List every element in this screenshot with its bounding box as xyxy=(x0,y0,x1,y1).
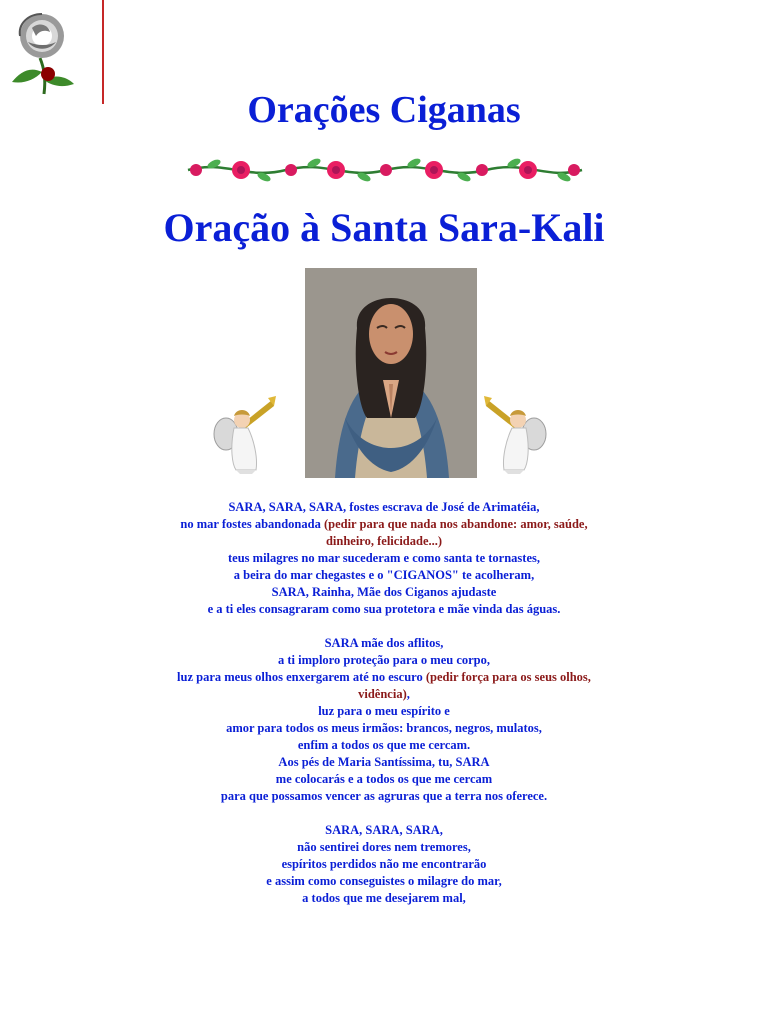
prayer-text-fragment: luz para meus olhos enxergarem até no escuro xyxy=(177,670,426,684)
prayer-text xyxy=(90,499,678,907)
prayer-line: teus milagres no mar sucederam e como santa te tornastes, xyxy=(228,551,540,565)
saint-sara-portrait xyxy=(305,268,477,478)
prayer-line: SARA, SARA, SARA, xyxy=(325,823,443,837)
prayer-text-fragment: , xyxy=(406,687,410,701)
stanza-1 xyxy=(90,499,678,618)
prayer-line: SARA, SARA, SARA, fostes escrava de José de Arimatéia, xyxy=(228,500,540,514)
prayer-request: vidência) xyxy=(358,687,407,701)
stanza-3 xyxy=(90,822,678,907)
prayer-line: para que possamos vencer as agruras que a terra nos oferece. xyxy=(220,789,548,803)
angel-trumpet-icon xyxy=(484,394,548,474)
prayer-line xyxy=(90,686,678,703)
angel-trumpet-icon xyxy=(212,394,276,474)
prayer-line: Aos pés de Maria Santíssima, tu, SARA xyxy=(278,755,490,769)
prayer-line: e assim como conseguistes o milagre do mar, xyxy=(266,874,502,888)
prayer-request: (pedir para que nada nos abandone: amor, saúde, xyxy=(323,517,588,531)
prayer-request: dinheiro, felicidade...) xyxy=(325,534,443,548)
prayer-line xyxy=(90,516,678,533)
prayer-line: espíritos perdidos não me encontrarão xyxy=(281,857,487,871)
stanza-2 xyxy=(90,635,678,805)
prayer-line: SARA mãe dos aflitos, xyxy=(324,636,444,650)
prayer-line: enfim a todos os que me cercam. xyxy=(297,738,471,752)
prayer-text-fragment: no mar fostes abandonada xyxy=(180,517,324,531)
prayer-line: e a ti eles consagraram como sua protetora e mãe vinda das águas. xyxy=(207,602,561,616)
prayer-line xyxy=(90,669,678,686)
prayer-line: SARA, Rainha, Mãe dos Ciganos ajudaste xyxy=(271,585,497,599)
rose-icon xyxy=(0,6,82,96)
prayer-line: não sentirei dores nem tremores, xyxy=(297,840,471,854)
prayer-line: a todos que me desejarem mal, xyxy=(302,891,466,905)
page-title: Orações Ciganas xyxy=(247,89,521,131)
prayer-line: me colocarás e a todos os que me cercam xyxy=(275,772,493,786)
prayer-line: luz para o meu espírito e xyxy=(318,704,450,718)
prayer-request: (pedir força para os seus olhos, xyxy=(425,670,591,684)
prayer-line: amor para todos os meus irmãos: brancos, negros, mulatos, xyxy=(226,721,542,735)
rose-vine-divider xyxy=(186,152,584,188)
prayer-title: Oração à Santa Sara-Kali xyxy=(163,205,605,250)
prayer-line: a beira do mar chegastes e o "CIGANOS" te acolheram, xyxy=(233,568,535,582)
prayer-line: a ti imploro proteção para o meu corpo, xyxy=(277,653,490,667)
